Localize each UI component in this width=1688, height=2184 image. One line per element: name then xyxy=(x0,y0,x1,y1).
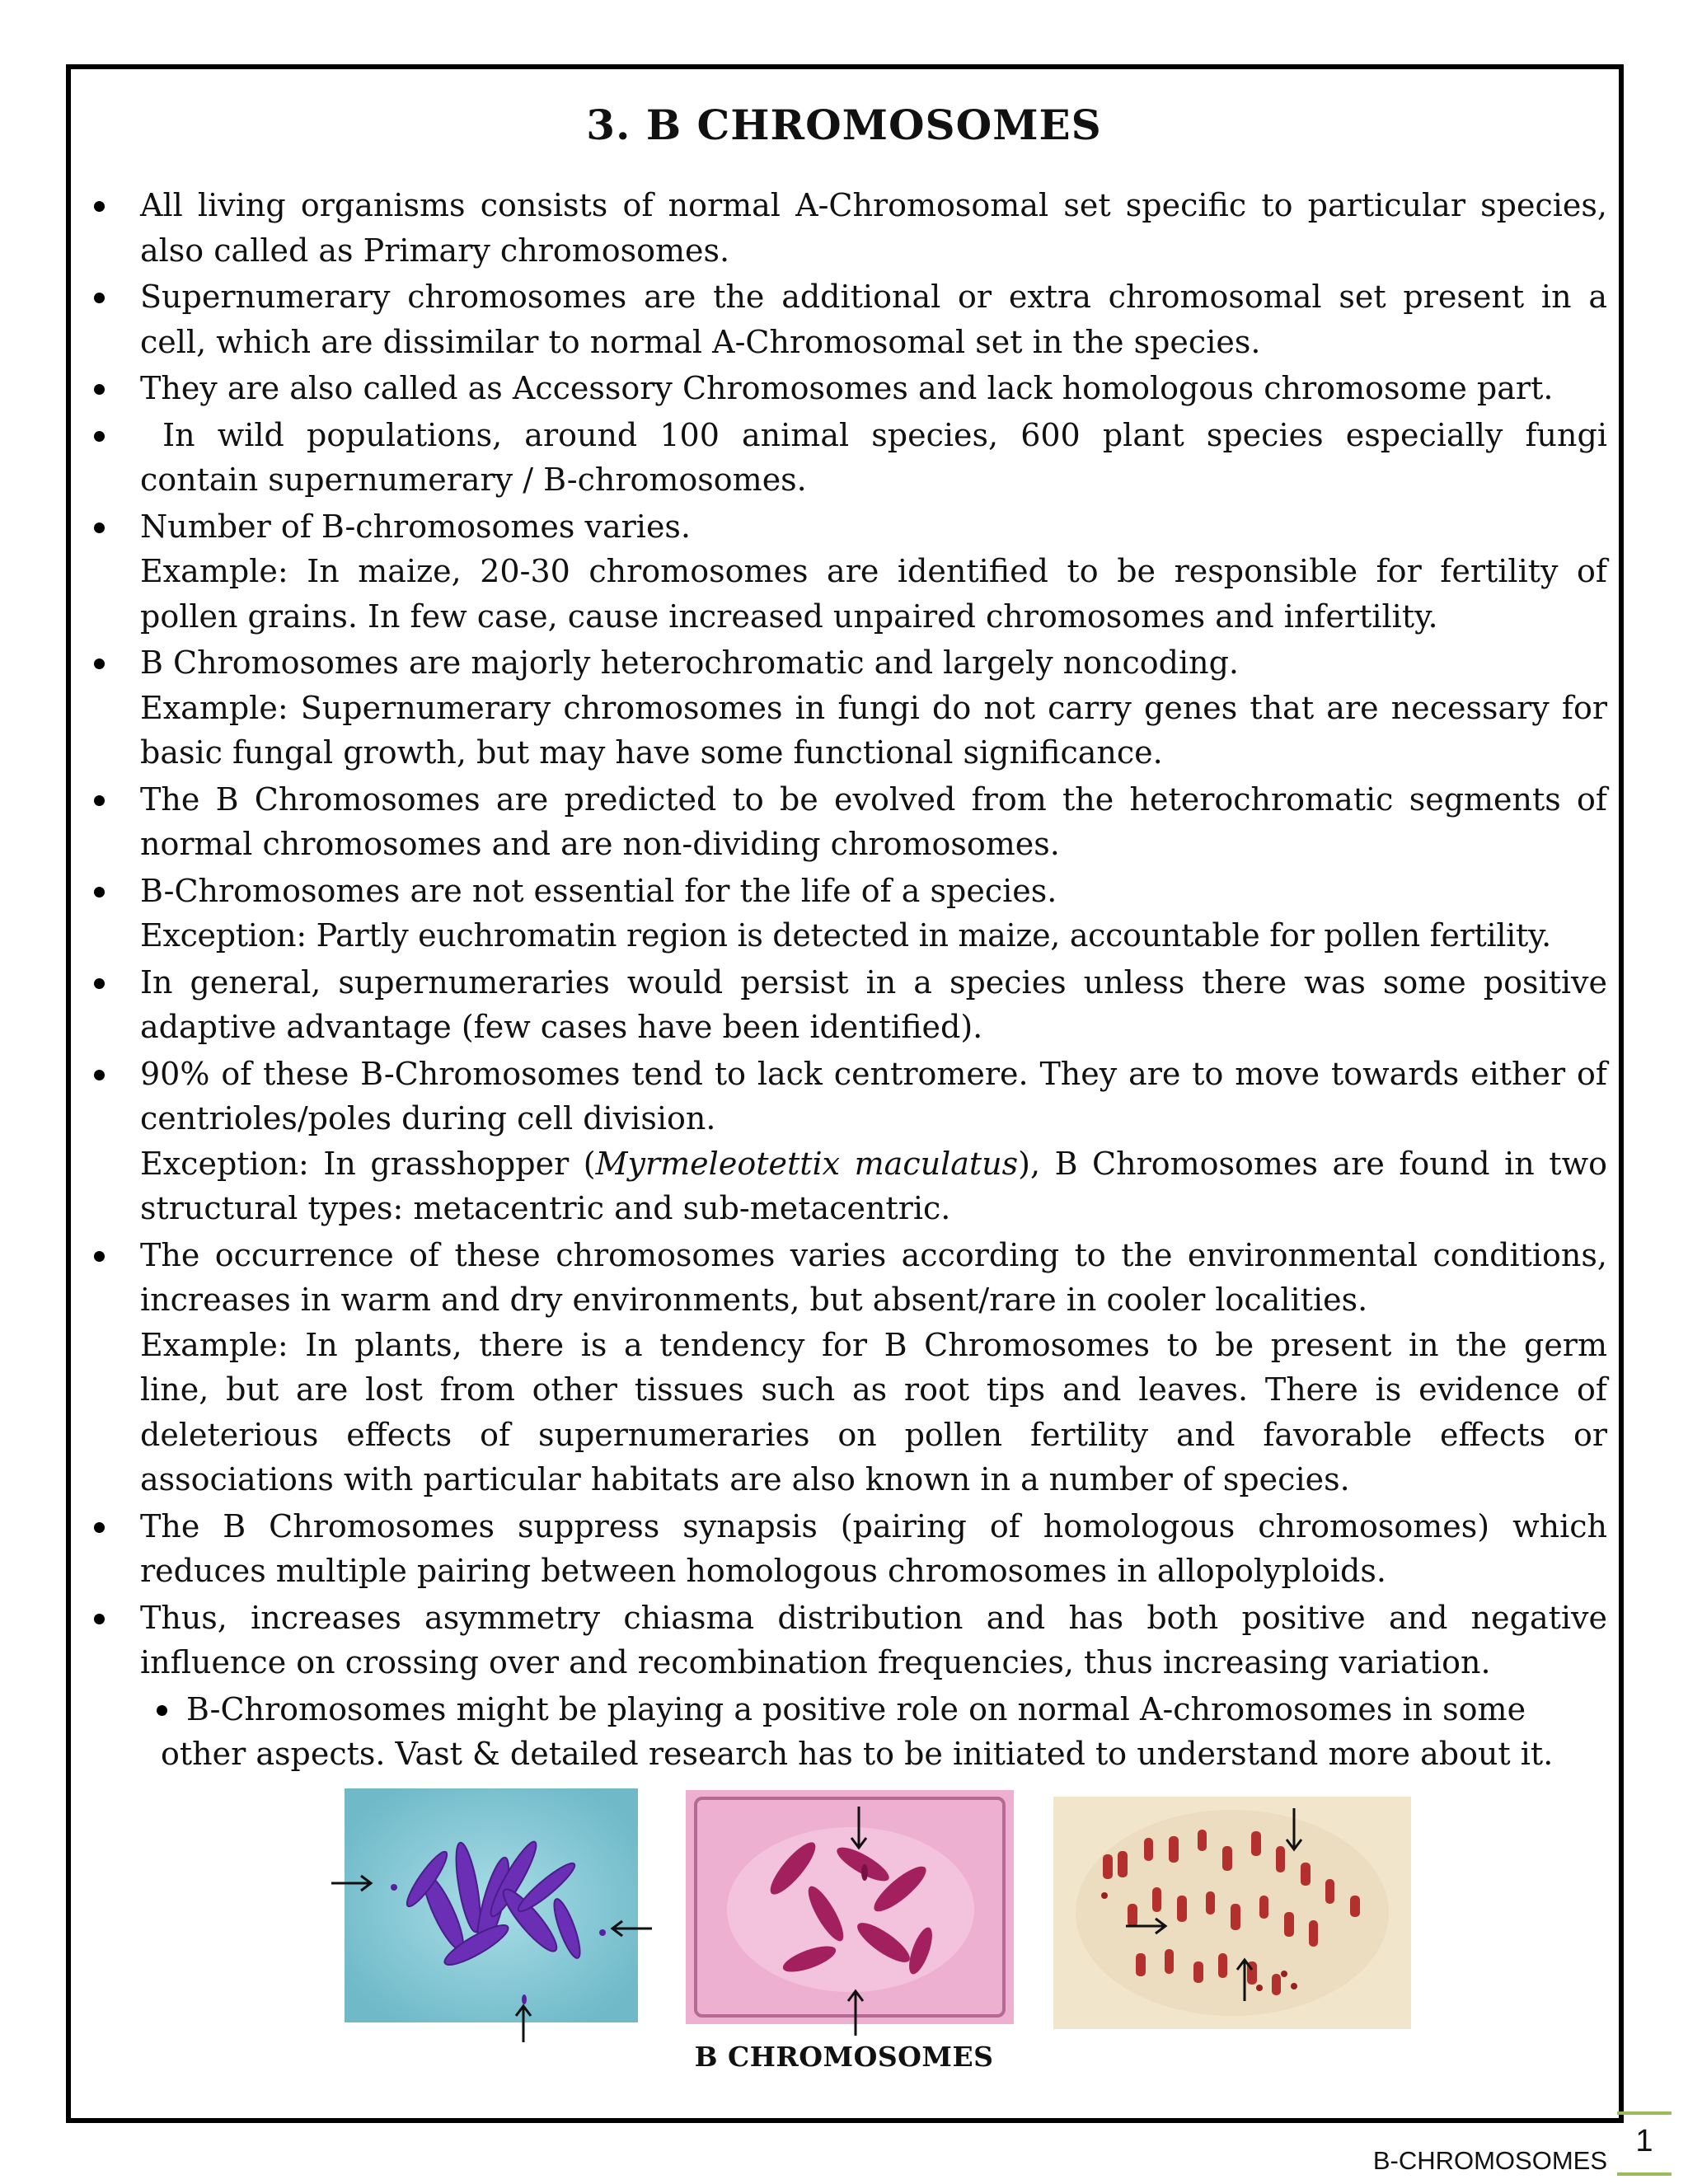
bullet-line: 90% of these B-Chromosomes tend to lack centromere. They are to move towards either of xyxy=(140,1055,1607,1092)
bullet-line: centrioles/poles during cell division. xyxy=(140,1100,716,1137)
arrow-left-icon xyxy=(606,1916,655,1941)
list-item xyxy=(82,183,1607,273)
content-body xyxy=(82,183,1607,1777)
bullet-line: Thus, increases asymmetry chiasma distribution and has both positive and negative xyxy=(140,1599,1607,1636)
exception-line: structural types: metacentric and sub-metacentric. xyxy=(140,1190,951,1226)
sub-bullet-line: other aspects. Vast & detailed research has to be initiated to understand more about it. xyxy=(161,1736,1554,1772)
example-line: Example: Supernumerary chromosomes in fungi do not carry genes that are necessary for xyxy=(140,689,1607,726)
bullet-line: The occurrence of these chromosomes varies according to the environmental conditions, xyxy=(140,1236,1607,1273)
bullet-line: In general, supernumeraries would persist in a species unless there was some positive xyxy=(140,963,1607,1001)
bullet-line: All living organisms consists of normal A-Chromosomal set specific to particular species, xyxy=(140,187,1607,223)
exception-line: Exception: Partly euchromatin region is detected in maize, accountable for pollen fertility. xyxy=(140,917,1551,954)
exception-suffix: ), B Chromosomes are found in two xyxy=(1018,1145,1607,1182)
arrow-up-icon xyxy=(1232,1957,1257,2003)
list-item xyxy=(82,869,1607,958)
page-number: 1 xyxy=(1635,2124,1653,2158)
list-item xyxy=(82,504,1607,640)
bullet-line: Supernumerary chromosomes are the additional or extra chromosomal set present in a xyxy=(140,279,1607,315)
bullet-line: increases in warm and dry environments, but absent/rare in cooler localities. xyxy=(140,1282,1368,1318)
arrow-right-icon xyxy=(328,1871,377,1896)
list-item xyxy=(82,1052,1607,1231)
page-number-rule-bottom xyxy=(1617,2172,1672,2176)
list-item xyxy=(82,640,1607,776)
sub-bullet-line: B-Chromosomes might be playing a positive role on normal A-chromosomes in some xyxy=(186,1690,1526,1727)
arrow-down-icon xyxy=(846,1805,871,1851)
page-title: 3. B CHROMOSOMES xyxy=(586,101,1102,149)
list-item xyxy=(82,413,1607,503)
bullet-line: B-Chromosomes are not essential for the life of a species. xyxy=(140,872,1057,909)
species-name: Myrmeleotettix maculatus xyxy=(595,1145,1019,1182)
bullet-line: They are also called as Accessory Chromosomes and lack homologous chromosome part. xyxy=(140,370,1554,406)
bullet-line: B Chromosomes are majorly heterochromatic and largely noncoding. xyxy=(140,644,1239,681)
micrograph-metaphase-blue xyxy=(345,1788,638,2022)
list-item xyxy=(82,1596,1607,1685)
figure-caption: B CHROMOSOMES xyxy=(694,2041,994,2073)
bullet-line: influence on crossing over and recombination frequencies, thus increasing variation. xyxy=(140,1644,1491,1680)
list-item xyxy=(82,366,1607,411)
example-line: associations with particular habitats are also known in a number of species. xyxy=(140,1461,1350,1497)
bullet-list xyxy=(82,183,1607,1685)
bullet-line: The B Chromosomes are predicted to be evolved from the heterochromatic segments of xyxy=(140,780,1607,818)
arrow-down-icon xyxy=(1282,1807,1306,1853)
bullet-line: normal chromosomes and are non-dividing chromosomes. xyxy=(140,826,1060,862)
list-item xyxy=(82,274,1607,364)
arrow-up-icon xyxy=(511,2003,536,2044)
exception-line xyxy=(140,1141,1607,1187)
bullet-line: adaptive advantage (few cases have been identified). xyxy=(140,1009,983,1045)
page-footer xyxy=(1368,2136,1607,2177)
example-line: Example: In plants, there is a tendency for B Chromosomes to be present in the germ xyxy=(140,1326,1607,1363)
chromosome-micrograph-image xyxy=(345,1788,638,2022)
list-item xyxy=(82,1504,1607,1594)
bullet-line: contain supernumerary / B-chromosomes. xyxy=(140,462,807,498)
exception-prefix: Exception: In grasshopper ( xyxy=(140,1145,596,1182)
list-item xyxy=(82,777,1607,867)
sub-bullet xyxy=(82,1687,1607,1777)
bullet-line: Number of B-chromosomes varies. xyxy=(140,508,692,545)
bullet-line: cell, which are dissimilar to normal A-Chromosomal set in the species. xyxy=(140,323,1261,360)
example-line: Example: In maize, 20-30 chromosomes are identified to be responsible for fertility of xyxy=(140,553,1607,589)
example-line: pollen grains. In few case, cause increased unpaired chromosomes and infertility. xyxy=(140,598,1438,635)
footer-label: B-CHROMOSOMES xyxy=(1372,2146,1607,2175)
bullet-line: In wild populations, around 100 animal species, 600 plant species especially fungi xyxy=(140,416,1607,453)
arrow-right-icon xyxy=(1123,1914,1172,1938)
example-line: line, but are lost from other tissues such as root tips and leaves. There is evidence of xyxy=(140,1371,1607,1408)
list-item xyxy=(82,1233,1607,1502)
bullet-line: reduces multiple pairing between homologous chromosomes in allopolyploids. xyxy=(140,1553,1386,1589)
bullet-line: also called as Primary chromosomes. xyxy=(140,232,730,269)
list-item xyxy=(82,960,1607,1050)
example-line: basic fungal growth, but may have some functional significance. xyxy=(140,734,1163,771)
bullet-line: The B Chromosomes suppress synapsis (pairing of homologous chromosomes) which xyxy=(140,1507,1607,1544)
example-line: deleterious effects of supernumeraries on pollen fertility and favorable effects or xyxy=(140,1416,1607,1453)
arrow-up-icon xyxy=(843,1988,868,2037)
